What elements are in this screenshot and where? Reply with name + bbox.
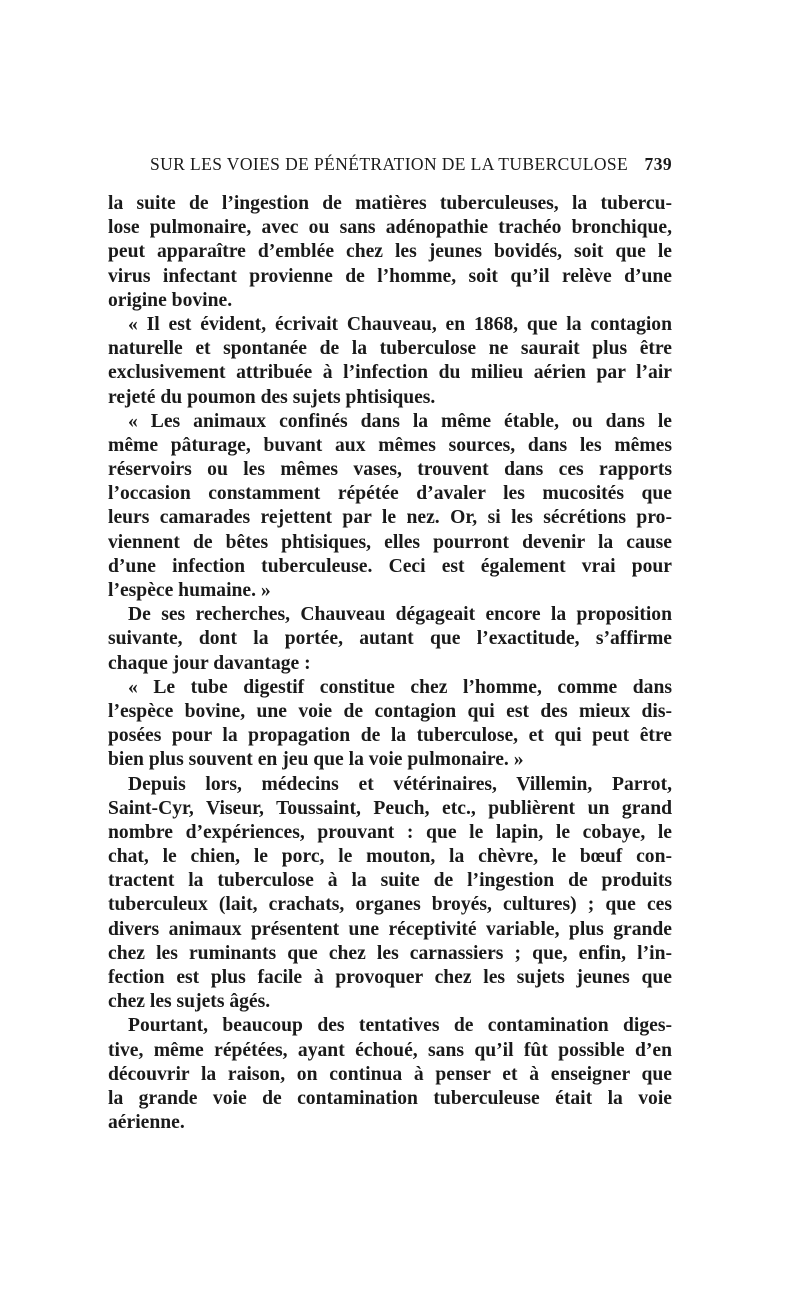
- text-line: chat, le chien, le porc, le mouton, la chèvre, le bœuf con-: [108, 846, 672, 868]
- text-line: chez les sujets âgés.: [108, 991, 271, 1013]
- text-line: Saint-Cyr, Viseur, Toussaint, Peuch, etc., publièrent un grand: [108, 797, 672, 819]
- text-line: suivante, dont la portée, autant que l’exactitude, s’affirme: [108, 628, 672, 650]
- text-line: origine bovine.: [108, 289, 233, 311]
- text-line: l’occasion constamment répétée d’avaler les mucosités que: [108, 483, 672, 505]
- text-line: Depuis lors, médecins et vétérinaires, Villemin, Parrot,: [128, 773, 672, 795]
- text-line: De ses recherches, Chauveau dégageait encore la proposition: [128, 604, 672, 626]
- text-line: posées pour la propagation de la tuberculose, et qui peut être: [108, 725, 672, 747]
- text-line: lose pulmonaire, avec ou sans adénopathie trachéo bronchique,: [108, 217, 672, 239]
- text-line: divers animaux présentent une réceptivité variable, plus grande: [108, 918, 672, 940]
- text-line: d’une infection tuberculeuse. Ceci est également vrai pour: [108, 555, 672, 577]
- text-line: chaque jour davantage :: [108, 652, 311, 674]
- text-line: naturelle et spontanée de la tuberculose ne saurait plus être: [108, 338, 672, 360]
- text-line: viennent de bêtes phtisiques, elles pourront devenir la cause: [108, 531, 672, 553]
- running-title: SUR LES VOIES DE PÉNÉTRATION DE LA TUBERCULOSE: [150, 154, 629, 174]
- text-line: bien plus souvent en jeu que la voie pulmonaire. »: [108, 749, 524, 771]
- text-line: exclusivement attribuée à l’infection du milieu aérien par l’air: [108, 362, 672, 384]
- text-line: aérienne.: [108, 1112, 185, 1134]
- text-line: virus infectant provienne de l’homme, soit qu’il relève d’une: [108, 265, 672, 287]
- text-line: réservoirs ou les mêmes vases, trouvent dans ces rapports: [108, 459, 672, 481]
- text-line: chez les ruminants que chez les carnassiers ; que, enfin, l’in-: [108, 942, 672, 964]
- text-line: « Le tube digestif constitue chez l’homme, comme dans: [128, 676, 672, 698]
- text-line: rejeté du poumon des sujets phtisiques.: [108, 386, 436, 408]
- text-line: la grande voie de contamination tuberculeuse était la voie: [108, 1087, 672, 1109]
- text-line: tuberculeux (lait, crachats, organes broyés, cultures) ; que ces: [108, 894, 672, 916]
- text-line: fection est plus facile à provoquer chez les sujets jeunes que: [108, 967, 672, 988]
- body-text: [108, 192, 672, 1135]
- text-line: tractent la tuberculose à la suite de l’ingestion de produits: [108, 870, 672, 892]
- text-line: l’espèce humaine. »: [108, 580, 271, 601]
- page-number: 739: [644, 154, 672, 174]
- text-line: découvrir la raison, on continua à penser et à enseigner que: [108, 1063, 672, 1085]
- text-line: « Il est évident, écrivait Chauveau, en 1868, que la contagion: [128, 313, 672, 335]
- text-line: nombre d’expériences, prouvant : que le lapin, le cobaye, le: [108, 821, 672, 843]
- text-line: Pourtant, beaucoup des tentatives de contamination diges-: [128, 1015, 672, 1037]
- text-line: peut apparaître d’emblée chez les jeunes bovidés, soit que le: [108, 241, 672, 263]
- running-head: [150, 154, 672, 184]
- text-line: même pâturage, buvant aux mêmes sources, dans les mêmes: [108, 434, 672, 456]
- text-line: leurs camarades rejettent par le nez. Or, si les sécrétions pro-: [108, 507, 672, 529]
- text-line: tive, même répétées, ayant échoué, sans qu’il fût possible d’en: [108, 1039, 672, 1061]
- text-line: « Les animaux confinés dans la même étable, ou dans le: [128, 410, 672, 432]
- text-line: la suite de l’ingestion de matières tuberculeuses, la tubercu-: [108, 193, 672, 214]
- text-line: l’espèce bovine, une voie de contagion qui est des mieux dis-: [108, 700, 672, 722]
